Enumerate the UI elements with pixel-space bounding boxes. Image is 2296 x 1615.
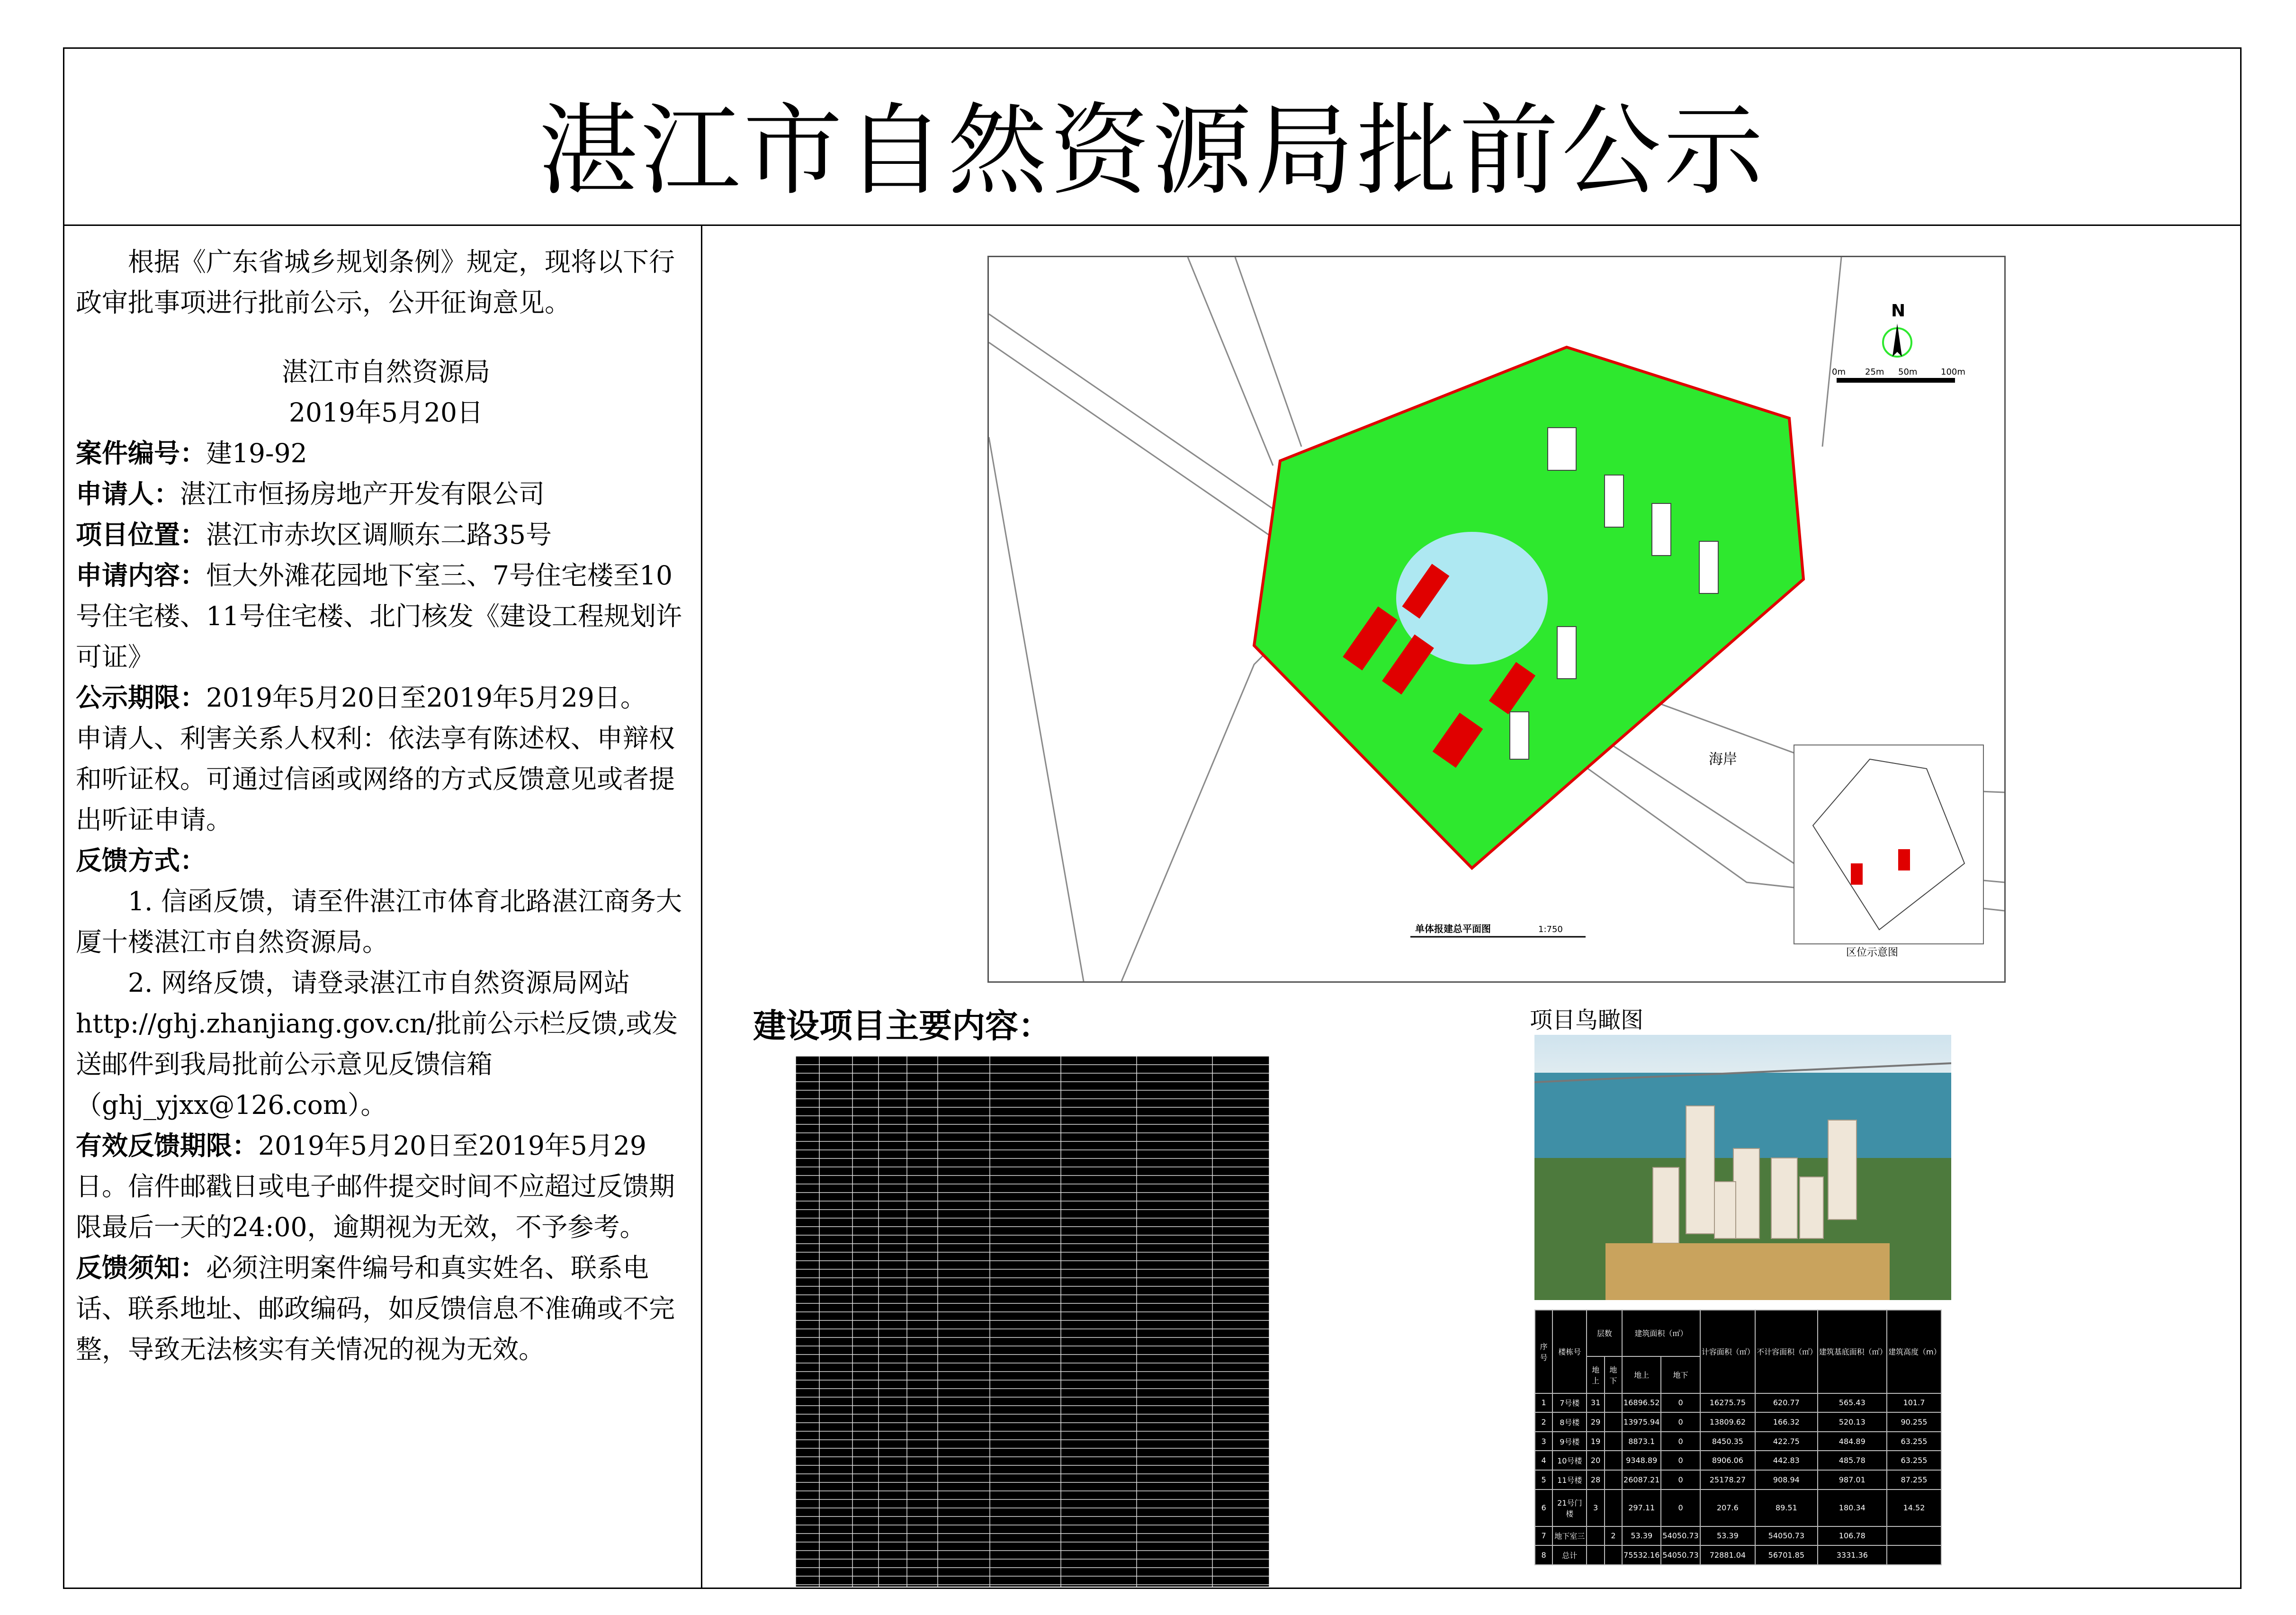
table-cell: 3 — [1535, 1432, 1552, 1451]
table-cell: 8号楼 — [1552, 1412, 1587, 1432]
site-plan — [987, 256, 2006, 983]
feedback-letter: 1. 信函反馈，请至件湛江市体育北路湛江商务大厦十楼湛江市自然资源局。 — [76, 886, 682, 957]
table-cell: 620.77 — [1755, 1393, 1818, 1413]
col-header-far-area: 计容面积（㎡） — [1700, 1310, 1755, 1393]
location-label: 项目位置： — [76, 519, 206, 550]
column-divider — [701, 224, 702, 1589]
col-header-non-far-area: 不计容面积（㎡） — [1755, 1310, 1818, 1393]
table-cell: 1 — [1535, 1393, 1552, 1413]
issuer: 湛江市自然资源局 — [281, 357, 490, 387]
table-cell: 16896.52 — [1622, 1393, 1661, 1413]
col-header-area: 建筑面积（㎡） — [1622, 1310, 1700, 1356]
table-row — [1535, 1432, 1941, 1451]
table-cell: 28 — [1587, 1470, 1604, 1489]
sub-header-above: 地上 — [1587, 1356, 1604, 1393]
site-plan-drawing — [989, 257, 2004, 981]
table-cell: 6 — [1535, 1489, 1552, 1526]
application-content: 恒大外滩花园地下室三、7号住宅楼至10号住宅楼、11号住宅楼、北门核发《建设工程规划许可证》 — [76, 560, 682, 672]
table-row — [1535, 1393, 1941, 1413]
table-cell: 520.13 — [1818, 1412, 1887, 1432]
table-cell: 2 — [1535, 1412, 1552, 1432]
applicant-label: 申请人： — [76, 478, 180, 509]
table-cell — [1887, 1545, 1941, 1565]
table-cell: 53.39 — [1700, 1526, 1755, 1546]
col-header-height: 建筑高度（m） — [1887, 1310, 1941, 1393]
period-label: 公示期限： — [76, 682, 206, 713]
table-cell: 166.32 — [1755, 1412, 1818, 1432]
table-cell: 987.01 — [1818, 1470, 1887, 1489]
location-inset-label: 区位示意图 — [1846, 947, 1899, 959]
table-cell: 8873.1 — [1622, 1432, 1661, 1451]
period: 2019年5月20日至2019年5月29日。 — [206, 682, 646, 713]
table-cell: 16275.75 — [1700, 1393, 1755, 1413]
location-inset — [1794, 745, 1983, 959]
rights: 申请人、利害关系人权利：依法享有陈述权、申辩权和听证权。可通过信函或网络的方式反馈意见或者提出听证申请。 — [76, 723, 675, 835]
table-cell: 13809.62 — [1700, 1412, 1755, 1432]
table-cell: 19 — [1587, 1432, 1604, 1451]
table-cell: 484.89 — [1818, 1432, 1887, 1451]
table-cell: 207.6 — [1700, 1489, 1755, 1526]
aerial-view-drawing — [1534, 1035, 1951, 1300]
table-cell: 29 — [1587, 1412, 1604, 1432]
table-cell: 10号楼 — [1552, 1451, 1587, 1470]
table-cell: 422.75 — [1755, 1432, 1818, 1451]
table-row — [1535, 1412, 1941, 1432]
table-cell: 565.43 — [1818, 1393, 1887, 1413]
table-cell: 75532.16 — [1622, 1545, 1661, 1565]
table-cell: 8 — [1535, 1545, 1552, 1565]
table-cell: 14.52 — [1887, 1489, 1941, 1526]
location: 湛江市赤坎区调顺东二路35号 — [206, 520, 552, 550]
table-cell: 11号楼 — [1552, 1470, 1587, 1489]
table-cell: 90.255 — [1887, 1412, 1941, 1432]
page-title: 湛江市自然资源局批前公示 — [538, 93, 1766, 209]
table-row — [1535, 1545, 1941, 1565]
table-cell: 0 — [1661, 1489, 1700, 1526]
table-cell: 0 — [1661, 1412, 1700, 1432]
notice-text — [76, 242, 696, 1370]
notes: 必须注明案件编号和真实姓名、联系电话、联系地址、邮政编码，如反馈信息不准确或不完整，导致无法核实有关情况的视为无效。 — [76, 1253, 675, 1364]
indicator-table — [796, 1056, 1269, 1587]
col-header-floors: 层数 — [1587, 1310, 1622, 1356]
col-header-building: 楼栋号 — [1552, 1310, 1587, 1393]
case-no-label: 案件编号： — [76, 438, 206, 468]
table-cell: 101.7 — [1887, 1393, 1941, 1413]
table-cell: 63.255 — [1887, 1432, 1941, 1451]
table-cell: 8906.06 — [1700, 1451, 1755, 1470]
table-cell: 63.255 — [1887, 1451, 1941, 1470]
sub-header-below: 地下 — [1605, 1356, 1622, 1393]
table-cell: 25178.27 — [1700, 1470, 1755, 1489]
table-cell: 13975.94 — [1622, 1412, 1661, 1432]
table-cell: 4 — [1535, 1451, 1552, 1470]
plan-caption-text: 单体报建总平面图 — [1415, 923, 1491, 934]
table-cell: 442.83 — [1755, 1451, 1818, 1470]
aerial-view-image — [1534, 1035, 1951, 1300]
sub-header-area-above: 地上 — [1622, 1356, 1661, 1393]
applicant: 湛江市恒扬房地产开发有限公司 — [180, 479, 545, 509]
plan-scale: 1:750 — [1538, 924, 1563, 934]
notes-label: 反馈须知： — [76, 1252, 206, 1283]
table-row — [1535, 1489, 1941, 1526]
table-cell: 0 — [1661, 1432, 1700, 1451]
valid-period: 2019年5月20日至2019年5月29日。信件邮戳日或电子邮件提交时间不应超过反馈期限最后一天的24:00，逾期视为无效，不予参考。 — [76, 1130, 675, 1242]
table-cell: 180.34 — [1818, 1489, 1887, 1526]
table-cell: 9348.89 — [1622, 1451, 1661, 1470]
table-cell: 31 — [1587, 1393, 1604, 1413]
scale-label-50: 50m — [1898, 367, 1918, 377]
col-header-no: 序号 — [1535, 1310, 1552, 1393]
aerial-title: 项目鸟瞰图 — [1530, 1007, 1644, 1033]
table-cell: 2 — [1605, 1526, 1622, 1546]
plan-caption — [1410, 923, 1586, 937]
table-row — [1535, 1451, 1941, 1470]
table-cell: 总计 — [1552, 1545, 1587, 1565]
table-cell — [1887, 1526, 1941, 1546]
table-cell: 106.78 — [1818, 1526, 1887, 1546]
table-row — [1535, 1526, 1941, 1546]
scale-bar — [1832, 367, 1965, 383]
north-arrow — [1883, 301, 1911, 357]
scale-label-100: 100m — [1941, 367, 1965, 377]
table-cell: 8450.35 — [1700, 1432, 1755, 1451]
table-cell — [1605, 1412, 1622, 1432]
table-cell: 297.11 — [1622, 1489, 1661, 1526]
table-cell: 54050.73 — [1661, 1545, 1700, 1565]
table-cell: 485.78 — [1818, 1451, 1887, 1470]
table-cell: 9号楼 — [1552, 1432, 1587, 1451]
table-cell — [1605, 1393, 1622, 1413]
table-cell: 54050.73 — [1755, 1526, 1818, 1546]
table-cell: 53.39 — [1622, 1526, 1661, 1546]
table-cell: 7号楼 — [1552, 1393, 1587, 1413]
table-cell: 26087.21 — [1622, 1470, 1661, 1489]
table-cell: 3331.36 — [1818, 1545, 1887, 1565]
table-cell — [1587, 1545, 1604, 1565]
table-cell — [1605, 1545, 1622, 1565]
scale-label-25: 25m — [1865, 367, 1884, 377]
table-cell: 5 — [1535, 1470, 1552, 1489]
table-cell: 72881.04 — [1700, 1545, 1755, 1565]
sea-label: 海岸 — [1709, 751, 1737, 768]
valid-label: 有效反馈期限： — [76, 1130, 259, 1161]
content-label: 申请内容： — [76, 560, 206, 591]
feedback-online: 2. 网络反馈，请登录湛江市自然资源局网站http://ghj.zhanjiang.gov.cn/批前公示栏反馈,或发送邮件到我局批前公示意见反馈信箱（ghj_yjxx@126.com）。 — [76, 968, 678, 1120]
table-cell: 0 — [1661, 1451, 1700, 1470]
table-cell: 0 — [1661, 1393, 1700, 1413]
table-cell — [1587, 1526, 1604, 1546]
table-cell: 0 — [1661, 1470, 1700, 1489]
table-cell: 7 — [1535, 1526, 1552, 1546]
table-cell — [1605, 1470, 1622, 1489]
section-title: 建设项目主要内容： — [753, 1006, 1051, 1045]
table-cell: 89.51 — [1755, 1489, 1818, 1526]
col-header-footprint: 建筑基底面积（㎡） — [1818, 1310, 1887, 1393]
table-cell: 20 — [1587, 1451, 1604, 1470]
table-cell: 地下室三 — [1552, 1526, 1587, 1546]
table-cell — [1605, 1451, 1622, 1470]
table-cell: 56701.85 — [1755, 1545, 1818, 1565]
table-cell: 3 — [1587, 1489, 1604, 1526]
table-cell: 87.255 — [1887, 1470, 1941, 1489]
building-table — [1534, 1310, 1942, 1565]
table-cell: 21号门楼 — [1552, 1489, 1587, 1526]
table-cell: 908.94 — [1755, 1470, 1818, 1489]
indicator-table-grid — [796, 1056, 1269, 1587]
notice-intro: 根据《广东省城乡规划条例》规定，现将以下行政审批事项进行批前公示，公开征询意见。 — [76, 247, 675, 318]
north-label: N — [1891, 301, 1906, 321]
table-row — [1535, 1470, 1941, 1489]
table-cell: 54050.73 — [1661, 1526, 1700, 1546]
table-cell — [1605, 1432, 1622, 1451]
case-no: 建19-92 — [206, 438, 307, 468]
feedback-label: 反馈方式： — [76, 845, 206, 876]
sub-header-area-below: 地下 — [1661, 1356, 1700, 1393]
table-cell — [1605, 1489, 1622, 1526]
title-divider — [63, 224, 2242, 226]
scale-label-0: 0m — [1832, 367, 1846, 377]
issue-date: 2019年5月20日 — [289, 397, 483, 428]
